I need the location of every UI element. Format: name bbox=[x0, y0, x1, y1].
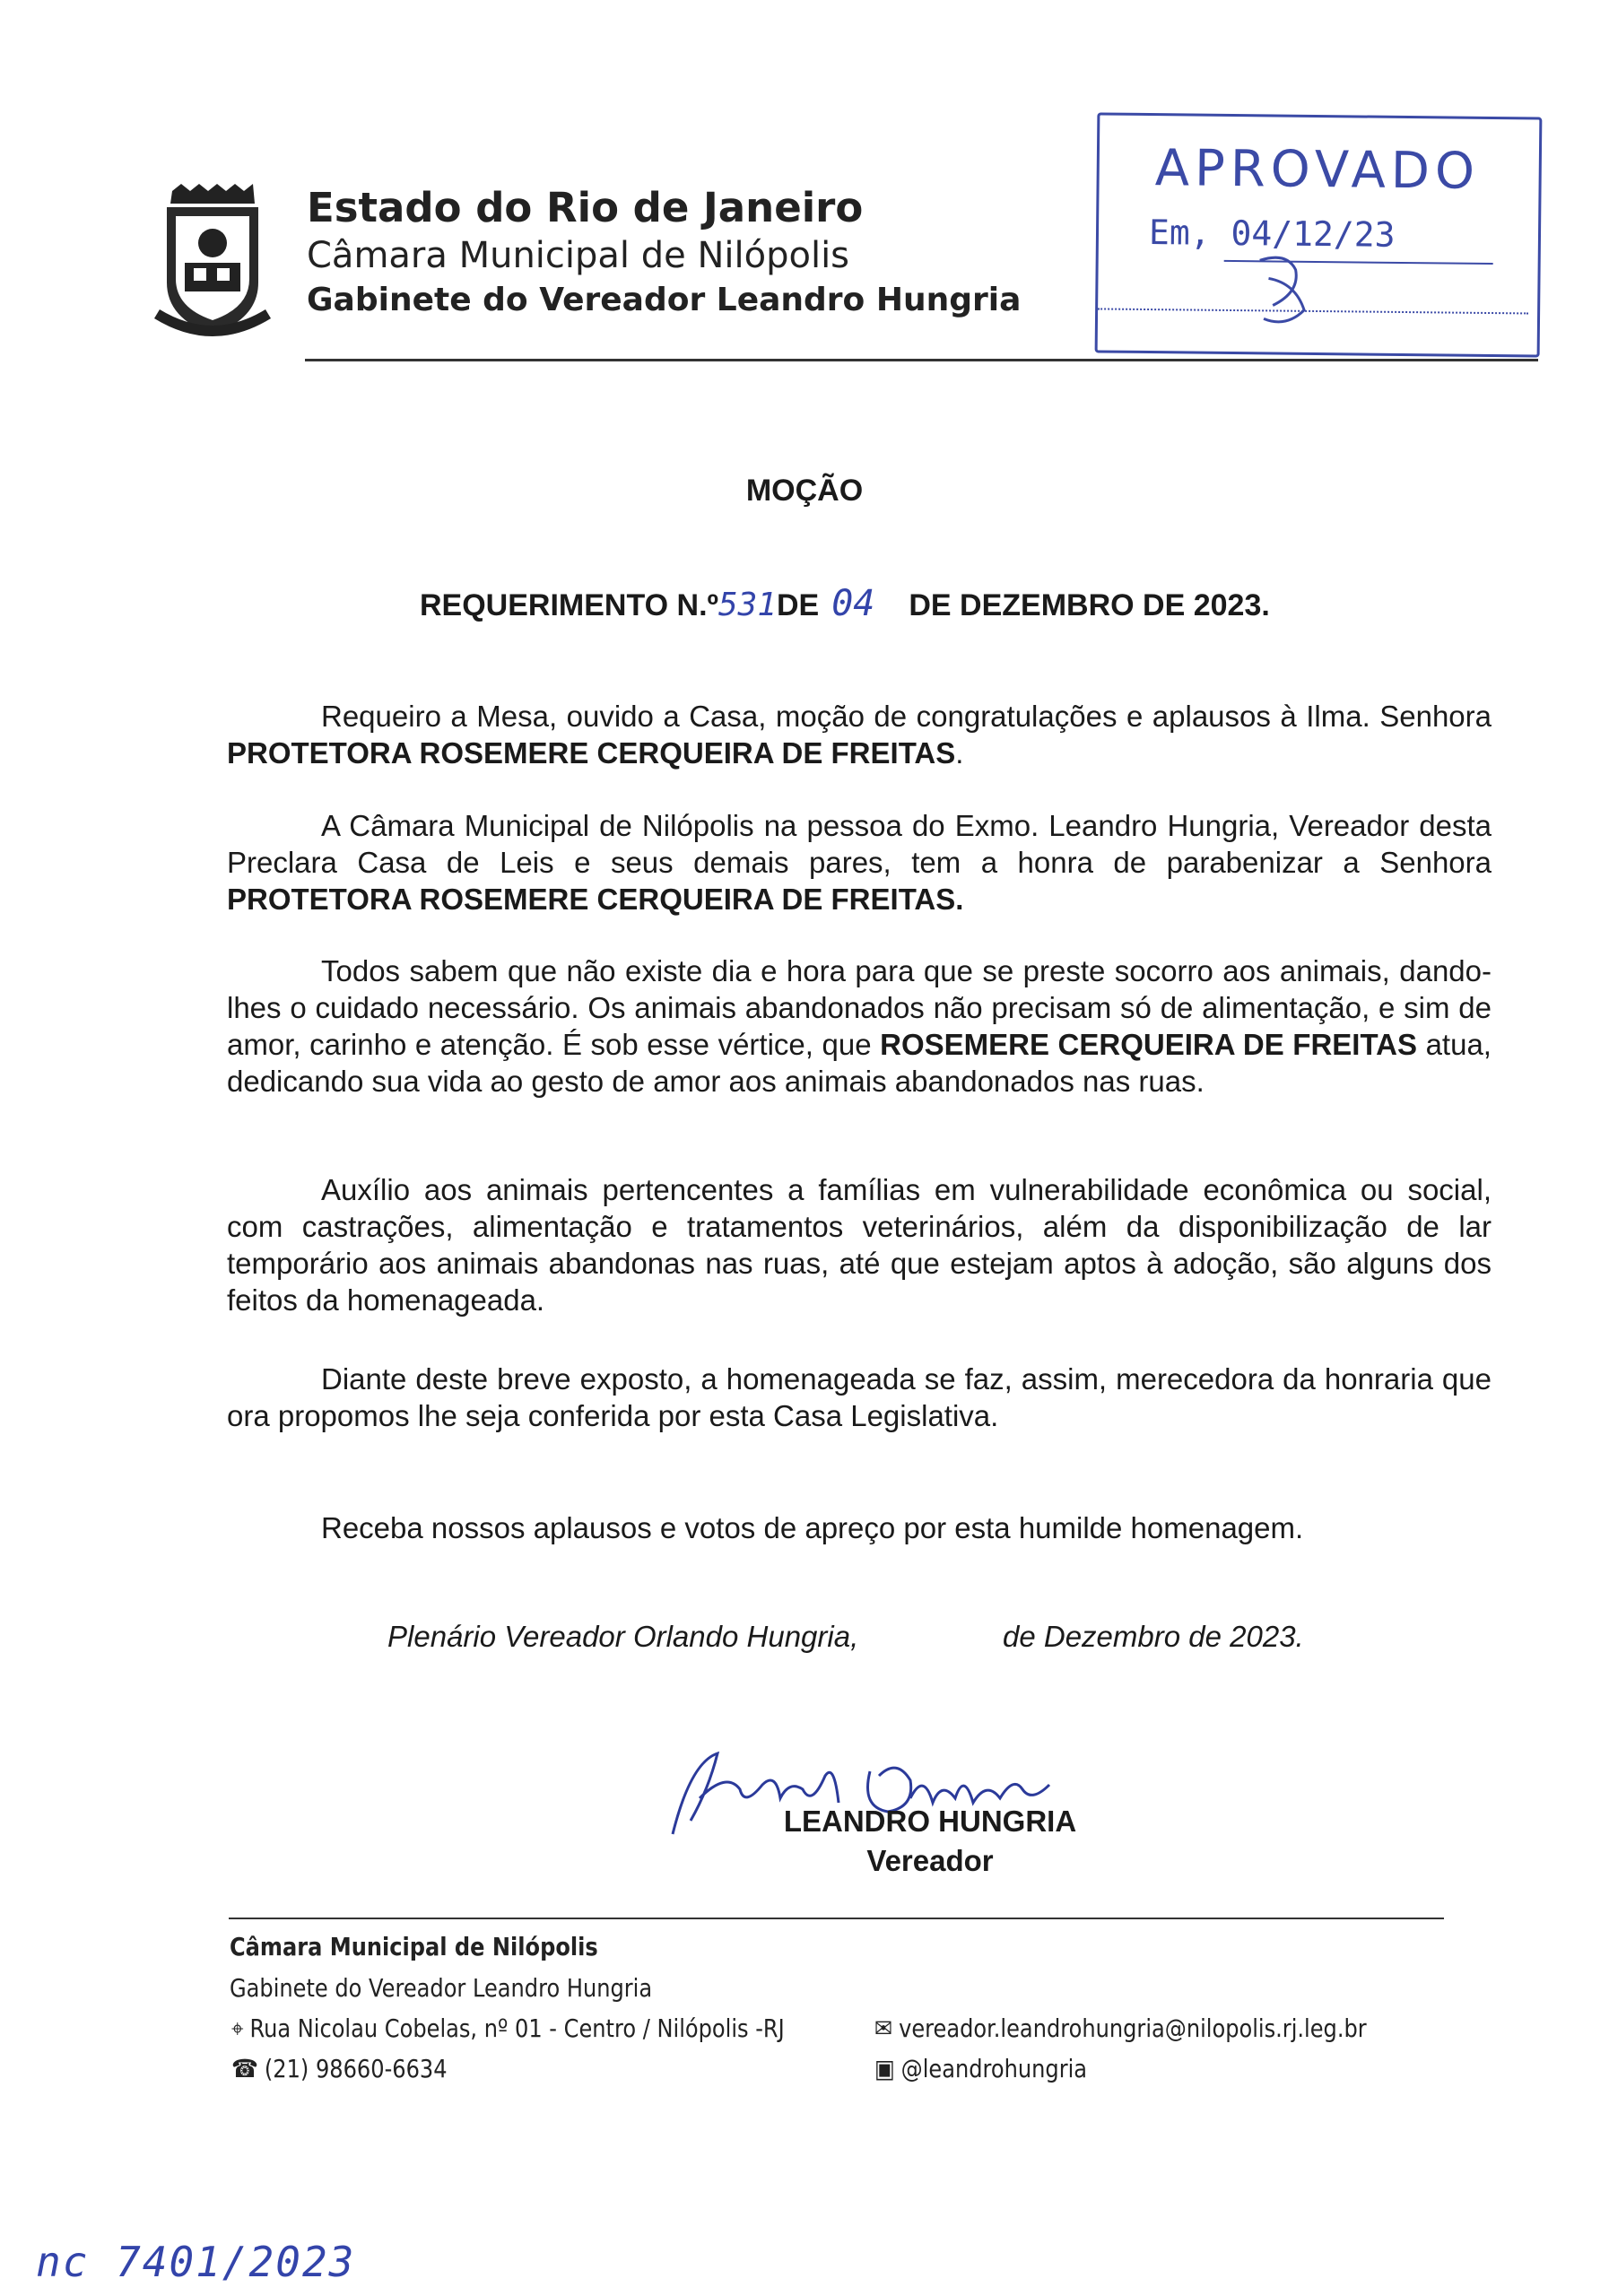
footer-address bbox=[231, 2013, 785, 2044]
social-icon: ▣ bbox=[874, 2054, 895, 2083]
header-chamber: Câmara Municipal de Nilópolis bbox=[307, 235, 850, 276]
paragraph-3 bbox=[227, 952, 1492, 1100]
requirement-prefix: REQUERIMENTO N.º bbox=[420, 588, 718, 622]
email-icon: ✉ bbox=[874, 2013, 893, 2043]
paragraph-2 bbox=[227, 807, 1492, 918]
signatory-role: Vereador bbox=[866, 1844, 994, 1877]
footer-social-text[interactable]: @leandrohungria bbox=[900, 2054, 1088, 2083]
requirement-line bbox=[420, 583, 1270, 624]
footer-phone bbox=[231, 2054, 448, 2083]
signing-date: de Dezembro de 2023. bbox=[1003, 1620, 1304, 1653]
pin-icon: ⌖ bbox=[231, 2013, 244, 2043]
footer-chamber: Câmara Municipal de Nilópolis bbox=[230, 1932, 598, 1961]
signatory-name: LEANDRO HUNGRIA bbox=[783, 1805, 1077, 1838]
footer-email bbox=[874, 2013, 1367, 2043]
handwritten-scan-note: nc 7401/2023 bbox=[36, 2238, 356, 2286]
requirement-suffix: DE DEZEMBRO DE 2023. bbox=[909, 588, 1270, 622]
p1-text: Requeiro a Mesa, ouvido a Casa, moção de congratulações e aplausos à Ilma. Senhora bbox=[321, 700, 1492, 733]
requirement-number: 531 bbox=[718, 587, 777, 623]
paragraph-6: Receba nossos aplausos e votos de apreço por esta humilde homenagem. bbox=[321, 1511, 1304, 1544]
stamp-title: APROVADO bbox=[1154, 139, 1481, 201]
footer-address-text: Rua Nicolau Cobelas, nº 01 - Centro / Nilópolis -RJ bbox=[249, 2013, 785, 2043]
footer-divider bbox=[229, 1918, 1444, 1919]
footer-social bbox=[874, 2054, 1087, 2083]
approval-stamp bbox=[1095, 112, 1543, 357]
p3-honoree: ROSEMERE CERQUEIRA DE FREITAS bbox=[880, 1028, 1418, 1061]
p2-honoree: PROTETORA ROSEMERE CERQUEIRA DE FREITAS. bbox=[227, 883, 964, 916]
municipal-crest-icon bbox=[154, 184, 271, 345]
p1-honoree: PROTETORA ROSEMERE CERQUEIRA DE FREITAS bbox=[227, 736, 956, 770]
signing-place: Plenário Vereador Orlando Hungria, bbox=[387, 1620, 859, 1653]
p3-text: Todos sabem que não existe dia e hora para que se preste socorro aos animais, dando-lhes o cuidado necessário. Os animais abandonados não precisam só de alimentação, e sim de amor, carinho e atenção. É sob esse vértice, que bbox=[227, 954, 1492, 1061]
header-state: Estado do Rio de Janeiro bbox=[307, 184, 864, 231]
header-office: Gabinete do Vereador Leandro Hungria bbox=[307, 282, 1022, 318]
paragraph-4: Auxílio aos animais pertencentes a famílias em vulnerabilidade econômica ou social, com castrações, alimentação e tratamentos veterinários, além da disponibilização de lar temporário aos animais abandonas nas ruas, até que estejam aptos à adoção, são alguns dos feitos da homenageada. bbox=[227, 1173, 1492, 1317]
phone-icon: ☎ bbox=[231, 2054, 259, 2083]
document-title: MOÇÃO bbox=[745, 474, 864, 508]
paragraph-1 bbox=[227, 698, 1492, 771]
requirement-de: DE bbox=[776, 588, 820, 622]
stamp-date: Em, 04/12/23 bbox=[1148, 213, 1396, 255]
footer-office: Gabinete do Vereador Leandro Hungria bbox=[230, 1973, 653, 2003]
p1-end: . bbox=[955, 736, 964, 770]
header-divider bbox=[305, 359, 1538, 361]
stamp-initials-icon bbox=[1232, 242, 1341, 333]
footer-phone-text: (21) 98660-6634 bbox=[264, 2054, 448, 2083]
p2-text: A Câmara Municipal de Nilópolis na pessoa do Exmo. Leandro Hungria, Vereador desta Preclara Casa de Leis e seus demais pares, tem a honra de parabenizar a Senhora bbox=[227, 809, 1492, 879]
paragraph-5: Diante deste breve exposto, a homenageada se faz, assim, merecedora da honraria que ora propomos lhe seja conferida por esta Casa Legislativa. bbox=[227, 1362, 1492, 1432]
footer-email-text[interactable]: vereador.leandrohungria@nilopolis.rj.leg.br bbox=[899, 2013, 1367, 2043]
requirement-day: 04 bbox=[831, 583, 875, 624]
p3-end: atua, dedicando sua vida ao gesto de amor aos animais abandonados nas ruas. bbox=[227, 1028, 1492, 1098]
